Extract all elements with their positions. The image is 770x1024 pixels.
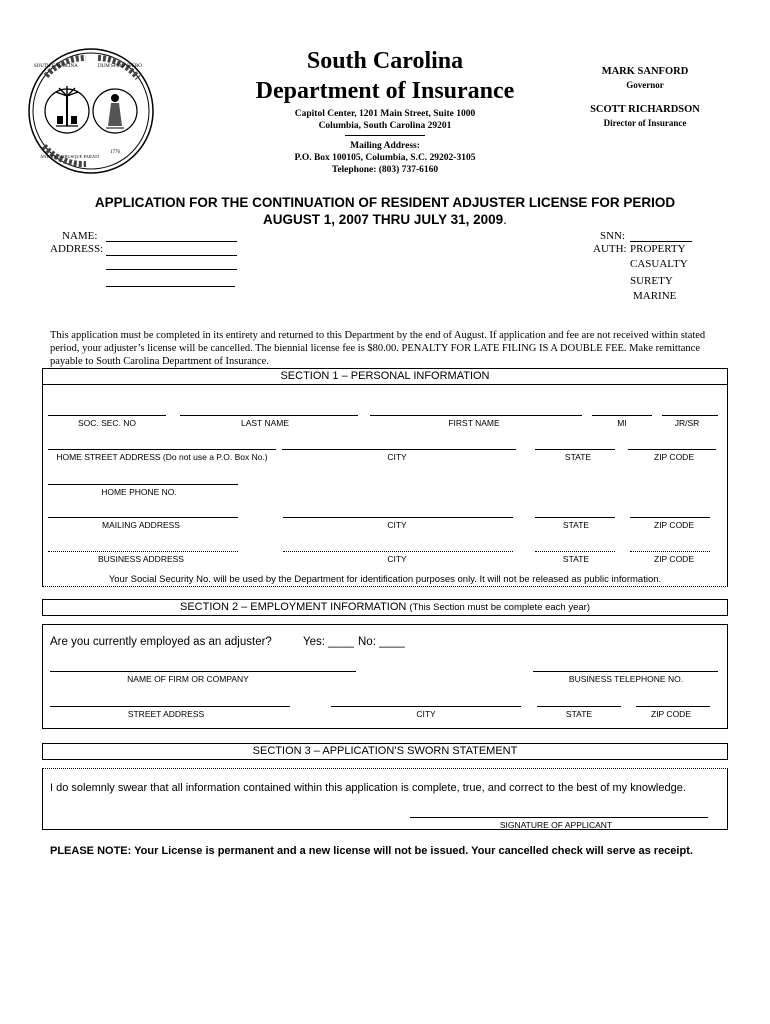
- section2-title: SECTION 2 – EMPLOYMENT INFORMATION: [180, 601, 407, 613]
- employed-question: Are you currently employed as an adjuster?: [50, 636, 272, 648]
- header-address-line1: Capitol Center, 1201 Main Street, Suite 1000: [294, 109, 476, 119]
- director-title: Director of Insurance: [603, 118, 687, 128]
- address-field-3[interactable]: [106, 286, 235, 287]
- ssn-notice: Your Social Security No. will be used by the Department for identification purposes only. It will not be released as public information.: [108, 574, 662, 585]
- seal-text-right: DUM SPIRO SPERO: [98, 64, 142, 69]
- business-city-field[interactable]: [283, 551, 513, 552]
- home-state-field[interactable]: [535, 449, 615, 450]
- business-phone-label: BUSINESS TELEPHONE NO.: [568, 674, 684, 684]
- please-note: PLEASE NOTE: Your License is permanent and a new license will not be issued. Your cancelled check will serve as receipt.: [50, 845, 693, 857]
- home-phone-field[interactable]: [48, 484, 238, 485]
- business-address-field[interactable]: [48, 551, 238, 552]
- employer-state-field[interactable]: [537, 706, 621, 707]
- governor-title: Governor: [626, 80, 664, 90]
- auth-label: AUTH:: [593, 243, 627, 255]
- section2-title-note: (This Section must be complete each year): [409, 602, 590, 613]
- home-zip-label: ZIP CODE: [654, 452, 694, 462]
- address-field-2[interactable]: [106, 269, 237, 270]
- form-title-period-end: .: [503, 212, 507, 227]
- home-city-field[interactable]: [282, 449, 516, 450]
- instructions: This application must be completed in its entirety and returned to this Department by the end of August. If application and fee are not received within stated period, your adjuster’s license will be cancelled. The biennial license fee is $80.00. PENALTY FOR LATE FILING IS A DOUBLE FEE. Make remittance payable to South Carolina Department of Insurance.: [50, 330, 706, 367]
- auth-item-casualty: CASUALTY: [630, 258, 688, 270]
- employer-zip-label: ZIP CODE: [651, 709, 691, 719]
- director-name: SCOTT RICHARDSON: [590, 104, 700, 115]
- header-state: South Carolina: [306, 48, 464, 74]
- address-field-1[interactable]: [106, 255, 237, 256]
- last-name-label: LAST NAME: [240, 418, 290, 428]
- section1-title: SECTION 1 – PERSONAL INFORMATION: [280, 370, 490, 382]
- employer-city-field[interactable]: [331, 706, 521, 707]
- home-state-label: STATE: [564, 452, 592, 462]
- first-name-label: FIRST NAME: [448, 418, 500, 428]
- home-street-label: HOME STREET ADDRESS (Do not use a P.O. Box No.): [56, 452, 268, 462]
- auth-item-marine: MARINE: [633, 290, 677, 302]
- form-title-line1: APPLICATION FOR THE CONTINUATION OF RESIDENT ADJUSTER LICENSE FOR PERIOD: [94, 195, 676, 210]
- firm-field[interactable]: [50, 671, 356, 672]
- employer-street-label: STREET ADDRESS: [127, 709, 205, 719]
- name-label: NAME:: [62, 230, 98, 242]
- state-seal: [26, 46, 156, 176]
- snn-label: SNN:: [600, 230, 626, 242]
- business-zip-field[interactable]: [630, 551, 710, 552]
- business-phone-field[interactable]: [533, 671, 718, 672]
- first-name-field[interactable]: [370, 415, 582, 416]
- home-street-field[interactable]: [48, 449, 276, 450]
- employer-street-field[interactable]: [50, 706, 290, 707]
- name-field[interactable]: [106, 241, 237, 242]
- seal-text-left: SOUTH CAROLINA: [34, 64, 78, 69]
- business-address-label: BUSINESS ADDRESS: [98, 554, 184, 564]
- employer-city-label: CITY: [416, 709, 436, 719]
- mailing-city-label: CITY: [387, 520, 407, 530]
- jr-sr-field[interactable]: [662, 415, 718, 416]
- home-phone-label: HOME PHONE NO.: [101, 487, 177, 497]
- mailing-state-label: STATE: [562, 520, 590, 530]
- header-mailing-label: Mailing Address:: [350, 141, 420, 151]
- business-state-field[interactable]: [535, 551, 615, 552]
- sworn-statement: I do solemnly swear that all information contained within this application is complete, true, and correct to the best of my knowledge.: [50, 782, 686, 794]
- business-city-label: CITY: [387, 554, 407, 564]
- section3-title: SECTION 3 – APPLICATION’S SWORN STATEMENT: [252, 745, 518, 757]
- business-zip-label: ZIP CODE: [654, 554, 694, 564]
- mailing-address-field[interactable]: [48, 517, 238, 518]
- employed-yes[interactable]: Yes: ____: [303, 636, 354, 648]
- soc-sec-label: SOC. SEC. NO: [77, 418, 137, 428]
- header-telephone: Telephone: (803) 737-6160: [331, 165, 439, 175]
- mailing-address-label: MAILING ADDRESS: [102, 520, 180, 530]
- home-city-label: CITY: [387, 452, 407, 462]
- header-department: Department of Insurance: [255, 78, 515, 104]
- business-state-label: STATE: [562, 554, 590, 564]
- address-label: ADDRESS:: [50, 243, 104, 255]
- header-mailing-line: P.O. Box 100105, Columbia, S.C. 29202-3105: [294, 153, 476, 163]
- soc-sec-field[interactable]: [48, 415, 166, 416]
- mailing-state-field[interactable]: [535, 517, 615, 518]
- snn-field[interactable]: [630, 241, 692, 242]
- employer-state-label: STATE: [565, 709, 593, 719]
- form-title-period: AUGUST 1, 2007 THRU JULY 31, 2009: [263, 212, 504, 227]
- form-title-line2: [0, 212, 770, 227]
- last-name-field[interactable]: [180, 415, 358, 416]
- jr-sr-label: JR/SR: [674, 418, 700, 428]
- mi-field[interactable]: [592, 415, 652, 416]
- employed-no[interactable]: No: ____: [358, 636, 405, 648]
- mailing-zip-field[interactable]: [630, 517, 710, 518]
- header-divider: [345, 135, 425, 136]
- home-zip-field[interactable]: [628, 449, 716, 450]
- seal-text-bottom: ANIMIS OPIBUSQUE PARATI: [40, 154, 99, 159]
- auth-item-surety: SURETY: [630, 275, 673, 287]
- signature-label: SIGNATURE OF APPLICANT: [499, 820, 613, 830]
- header-address-line2: Columbia, South Carolina 29201: [318, 121, 452, 131]
- section1-header: [42, 368, 728, 385]
- seal-year: 1776: [110, 150, 120, 155]
- employer-zip-field[interactable]: [636, 706, 710, 707]
- firm-label: NAME OF FIRM OR COMPANY: [127, 674, 249, 684]
- section3-header: [42, 743, 728, 760]
- mi-label: MI: [617, 418, 627, 428]
- signature-field[interactable]: [410, 817, 708, 818]
- governor-name: MARK SANFORD: [601, 66, 689, 77]
- section2-header: [42, 599, 728, 616]
- mailing-zip-label: ZIP CODE: [654, 520, 694, 530]
- mailing-city-field[interactable]: [283, 517, 513, 518]
- auth-item-property: PROPERTY: [630, 243, 686, 255]
